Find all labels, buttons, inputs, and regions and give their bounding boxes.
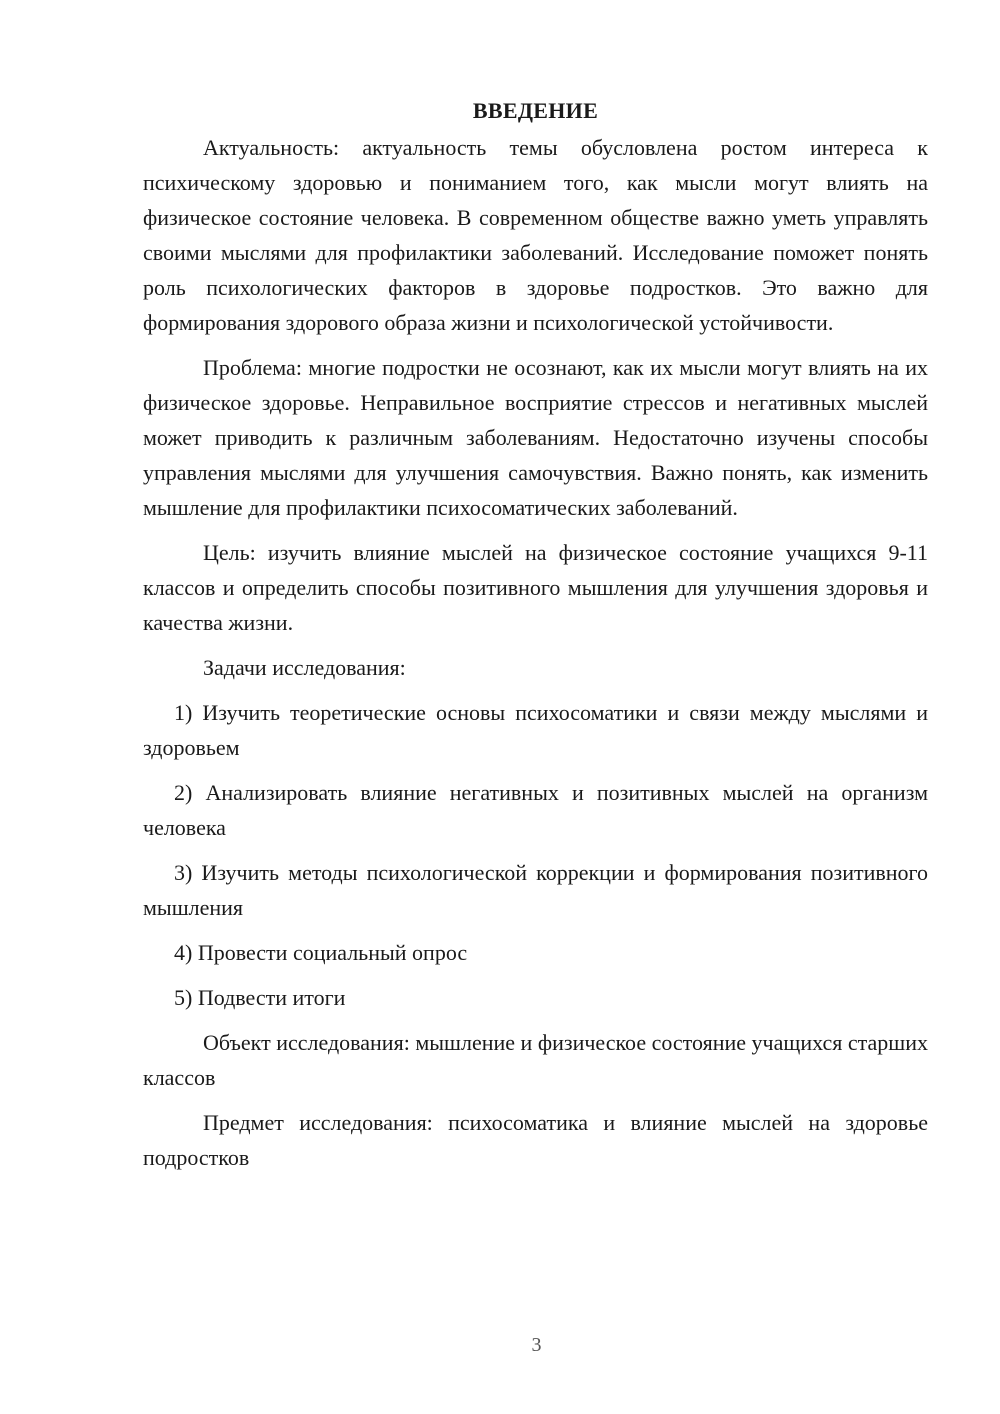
list-item: 1) Изучить теоретические основы психосоматики и связи между мыслями и здоровьем [143, 700, 928, 760]
subject-paragraph: Предмет исследования: психосоматика и влияние мыслей на здоровье подростков [143, 1110, 928, 1170]
list-item: 5) Подвести итоги [174, 985, 346, 1010]
object-paragraph: Объект исследования: мышление и физическое состояние учащихся старших классов [143, 1030, 928, 1090]
document-page [143, 96, 928, 1185]
relevance-paragraph: Актуальность: актуальность темы обусловлена ростом интереса к психическому здоровью и пониманием того, как мысли могут влиять на физическое состояние человека. В современном обществе важно уметь управлять своими мыслями для профилактики заболеваний. Исследование поможет понять роль психологических факторов в здоровье подростков. Это важно для формирования здорового образа жизни и психологической устойчивости. [143, 135, 928, 335]
goal-paragraph: Цель: изучить влияние мыслей на физическое состояние учащихся 9-11 классов и определить способы позитивного мышления для улучшения здоровья и качества жизни. [143, 540, 928, 635]
list-item: 2) Анализировать влияние негативных и позитивных мыслей на организм человека [143, 780, 928, 840]
tasks-list [143, 695, 928, 1015]
page-title: ВВЕДЕНИЕ [472, 98, 599, 123]
tasks-heading: Задачи исследования: [203, 655, 406, 680]
page-number: 3 [531, 1334, 542, 1356]
problem-paragraph: Проблема: многие подростки не осознают, как их мысли могут влиять на их физическое здоровье. Неправильное восприятие стрессов и негативных мыслей может приводить к различным заболеваниям. Недостаточно изучены способы управления мыслями для улучшения самочувствия. Важно понять, как изменить мышление для профилактики психосоматических заболеваний. [143, 355, 928, 520]
list-item: 3) Изучить методы психологической коррекции и формирования позитивного мышления [143, 860, 928, 920]
list-item: 4) Провести социальный опрос [174, 940, 468, 965]
